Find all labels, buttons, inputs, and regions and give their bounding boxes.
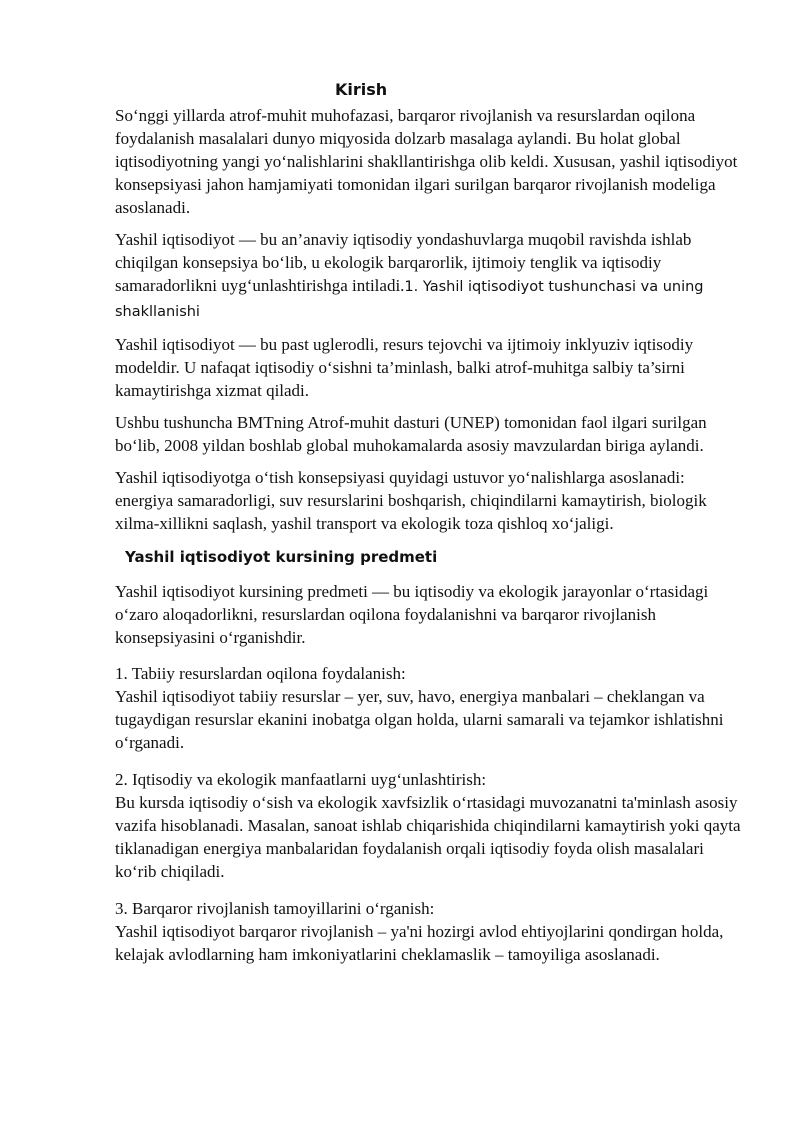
intro-paragraph-2	[115, 228, 743, 324]
paragraph-3: Yashil iqtisodiyot — bu past uglerodli, resurs tejovchi va ijtimoiy inklyuziv iqtisodiy modeldir. U nafaqat iqtisodiy o‘sishni ta’minlash, balki atrof-muhitga salbiy ta’sirni kamaytirishga xizmat qiladi.	[115, 335, 694, 400]
paragraph-6: Yashil iqtisodiyot kursining predmeti — bu iqtisodiy va ekologik jarayonlar o‘rtasidagi o‘zaro aloqadorlikni, resurslardan oqilona foydalanishni va barqaror rivojlanish konsepsiyasini o‘rganishdir.	[115, 582, 709, 647]
list-item-title: 3. Barqaror rivojlanish tamoyillarini o‘rganish:	[115, 899, 435, 918]
list-item-body: Yashil iqtisodiyot tabiiy resurslar – yer, suv, havo, energiya manbalari – cheklangan va tugaydigan resurslar ekanini inobatga olgan holda, ularni samarali va tejamkor ishlatishni o‘rganadi.	[115, 687, 724, 752]
paragraph-5: Yashil iqtisodiyotga o‘tish konsepsiyasi quyidagi ustuvor yo‘nalishlarga asoslanadi: energiya samaradorligi, suv resurslarini boshqarish, chiqindilarni kamaytirish, biologik xilma-xillikni saqlash, yashil transport va ekologik toza qishloq xo‘jaligi.	[115, 468, 707, 533]
section-1-heading: 1. Yashil iqtisodiyot tushunchasi va uning shakllanishi	[115, 279, 704, 320]
list-item	[115, 768, 743, 883]
document-body	[115, 80, 743, 966]
section-2-heading: Yashil iqtisodiyot kursining predmeti	[125, 548, 438, 566]
list-item	[115, 897, 743, 966]
list-item-body: Yashil iqtisodiyot barqaror rivojlanish – ya'ni hozirgi avlod ehtiyojlarini qondirgan holda, kelajak avlodlarning ham imkoniyatlarini cheklamaslik – tamoyiliga asoslanadi.	[115, 922, 724, 964]
list-item-body: Bu kursda iqtisodiy o‘sish va ekologik xavfsizlik o‘rtasidagi muvozanatni ta'minlash asosiy vazifa hisoblanadi. Masalan, sanoat ishlab chiqarishida chiqindilarni kamaytirish yoki qayta tiklanadigan energiya manbalaridan foydalanish orqali iqtisodiy foyda olish masalalari ko‘rib chiqiladi.	[115, 793, 741, 881]
list-item-title: 2. Iqtisodiy va ekologik manfaatlarni uyg‘unlashtirish:	[115, 770, 487, 789]
list-item	[115, 662, 743, 754]
intro-paragraph-1: So‘nggi yillarda atrof-muhit muhofazasi, barqaror rivojlanish va resurslardan oqilona foydalanish masalalari dunyo miqyosida dolzarb masalaga aylandi. Bu holat global iqtisodiyotning yangi yo‘nalishlarini shakllantirishga olib keldi. Xususan, yashil iqtisodiyot konsepsiyasi jahon hamjamiyati tomonidan ilgari surilgan barqaror rivojlanish modeliga asoslanadi.	[115, 106, 738, 217]
page-title: Kirish	[335, 80, 388, 99]
list-item-title: 1. Tabiiy resurslardan oqilona foydalanish:	[115, 664, 406, 683]
spacer	[115, 754, 743, 768]
intro-paragraph-2-text: Yashil iqtisodiyot — bu an’anaviy iqtisodiy yondashuvlarga muqobil ravishda ishlab chiqilgan konsepsiya bo‘lib, u ekologik barqarorlik, ijtimoiy tenglik va iqtisodiy samaradorlikni uyg‘unlashtirishga intiladi.	[115, 230, 692, 295]
paragraph-4: Ushbu tushuncha BMTning Atrof-muhit dasturi (UNEP) tomonidan faol ilgari surilgan bo‘lib, 2008 yildan boshlab global muhokamalarda asosiy mavzulardan biriga aylandi.	[115, 413, 707, 455]
spacer	[115, 883, 743, 897]
